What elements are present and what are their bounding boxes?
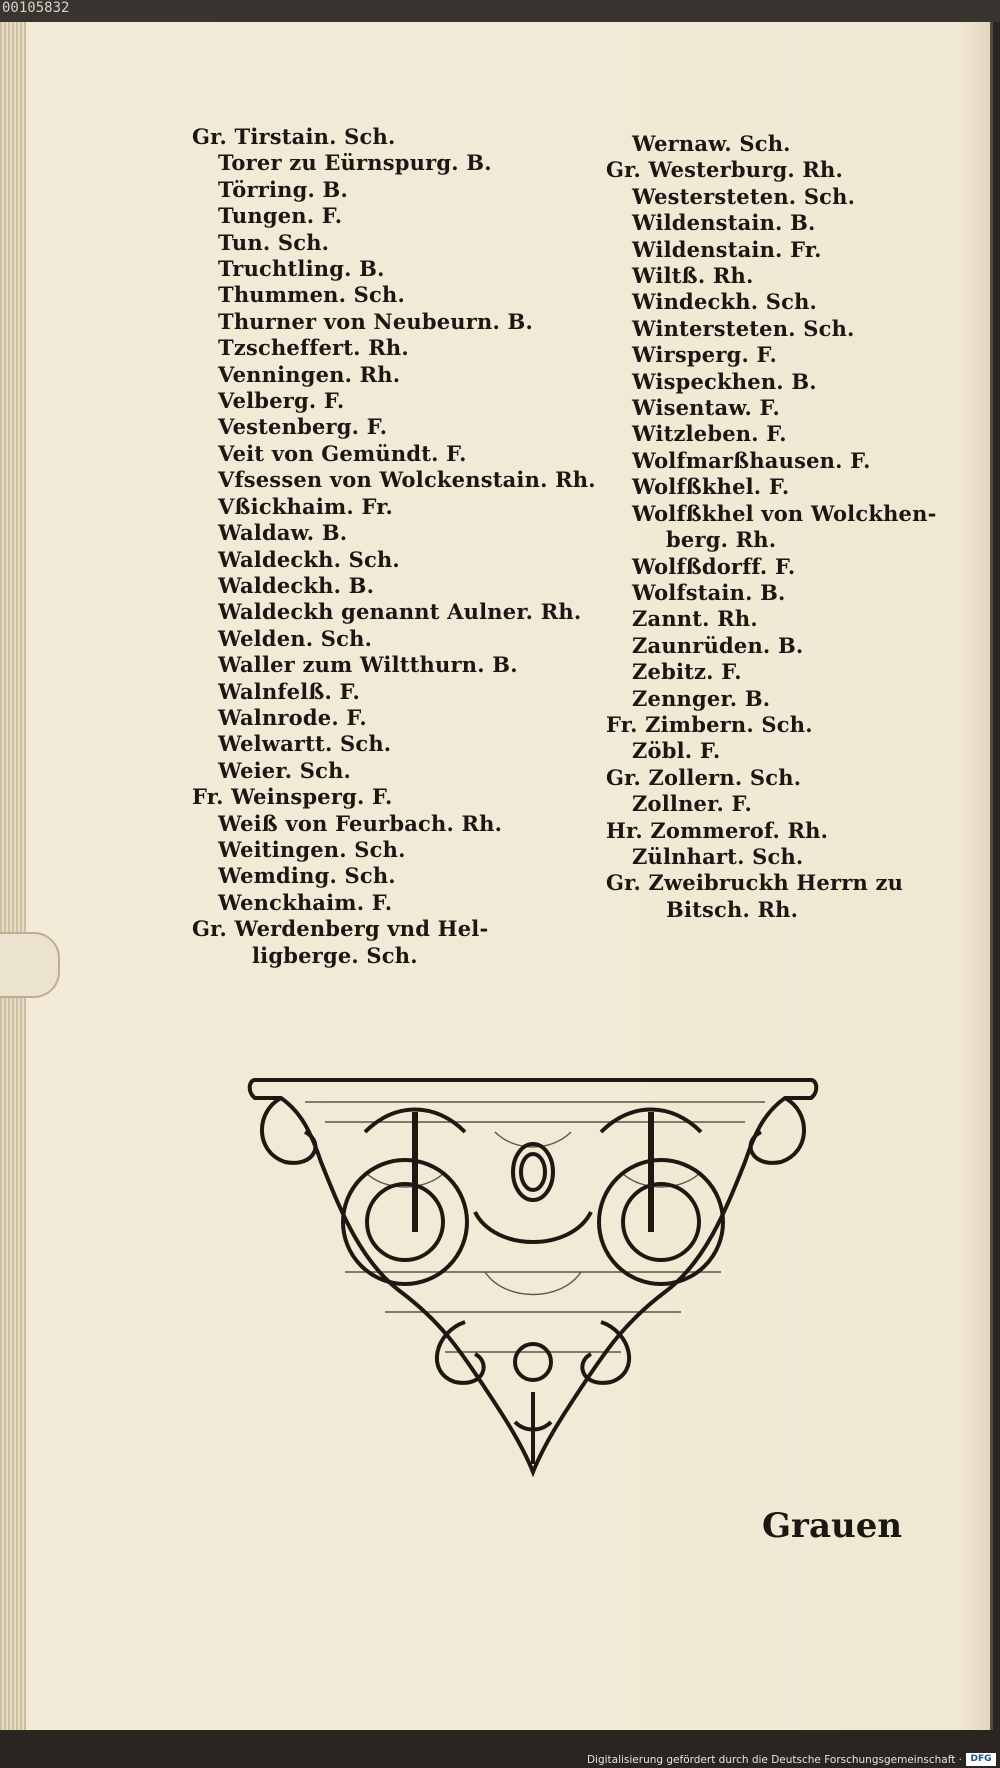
list-item: Windeckh. Sch. [632, 289, 818, 315]
list-item: Vßickhaim. Fr. [218, 493, 394, 519]
list-item: Thummen. Sch. [218, 282, 405, 308]
list-item: Veit von Gemündt. F. [218, 440, 467, 466]
list-item: Velberg. F. [218, 388, 345, 414]
list-item: Hr. Zommerof. Rh. [606, 817, 829, 843]
list-item: Weier. Sch. [218, 757, 352, 783]
list-item: Vfsessen von Wolckenstain. Rh. [218, 467, 596, 493]
list-item: Wintersteten. Sch. [632, 315, 855, 341]
list-item: Torer zu Eürnspurg. B. [218, 150, 492, 176]
list-item: Zaunrüden. B. [632, 632, 804, 658]
list-item: Wispeckhen. B. [632, 368, 817, 394]
list-item: Gr. Tirstain. Sch. [192, 124, 396, 149]
woodcut-ornament-icon [245, 1072, 821, 1482]
scan-id: 00105832 [2, 0, 70, 16]
list-item: Wolfstain. B. [632, 579, 786, 605]
list-item: Gr. Zollern. Sch. [606, 764, 802, 790]
list-item: Wernaw. Sch. [632, 131, 791, 156]
list-item: Zebitz. F. [632, 659, 742, 685]
list-item: Wolfßdorff. F. [632, 553, 796, 579]
list-item: Gr. Zweibruckh Herrn zu [606, 870, 904, 896]
list-item: Gr. Westerburg. Rh. [606, 157, 844, 183]
list-item: Wolfmarßhausen. F. [632, 447, 871, 473]
viewer-top-bar [0, 0, 1000, 22]
list-item: berg. Rh. [666, 527, 777, 553]
list-item: Gr. Werdenberg vnd Hel- [192, 916, 489, 942]
list-item: Zollner. F. [632, 791, 752, 817]
list-item: Tun. Sch. [218, 229, 330, 255]
footer-credit: Digitalisierung gefördert durch die Deutsche Forschungsgemeinschaft · [586, 1754, 962, 1766]
page-edge [0, 22, 26, 1730]
list-item: Törring. B. [218, 176, 348, 202]
list-item: Truchtling. B. [218, 256, 385, 282]
list-item: Westersteten. Sch. [632, 183, 856, 209]
list-item: ligberge. Sch. [252, 942, 418, 968]
list-item: Tungen. F. [218, 203, 343, 229]
column-right [606, 131, 937, 923]
catchword: Grauen [762, 1506, 903, 1546]
list-item: Wolfßkhel von Wolckhen- [632, 500, 937, 526]
list-item: Witzleben. F. [632, 421, 787, 447]
list-item: Walnfelß. F. [218, 678, 361, 704]
list-item: Waldaw. B. [218, 520, 348, 546]
list-item: Welden. Sch. [218, 625, 373, 651]
list-item: Waldeckh. B. [218, 572, 375, 598]
list-item: Weitingen. Sch. [218, 836, 406, 862]
list-item: Vestenberg. F. [218, 414, 388, 440]
list-item: Wildenstain. Fr. [632, 236, 822, 262]
list-item: Welwartt. Sch. [218, 731, 392, 757]
list-item: Thurner von Neubeurn. B. [218, 308, 533, 334]
footer-bar [0, 1752, 1000, 1768]
list-item: Weiß von Feurbach. Rh. [218, 810, 503, 836]
list-item: Wolfßkhel. F. [632, 474, 790, 500]
column-left [192, 124, 596, 969]
list-item: Zannt. Rh. [632, 606, 758, 632]
list-item: Walnrode. F. [218, 704, 367, 730]
list-item: Venningen. Rh. [218, 361, 401, 387]
dfg-logo: DFG [966, 1753, 996, 1766]
list-item: Wiltß. Rh. [632, 263, 754, 289]
list-item: Zennger. B. [632, 685, 771, 711]
list-item: Wisentaw. F. [632, 395, 781, 421]
list-item: Waldeckh. Sch. [218, 546, 400, 572]
list-item: Zöbl. F. [632, 738, 721, 764]
list-item: Waller zum Wiltthurn. B. [218, 652, 518, 678]
list-item: Fr. Weinsperg. F. [192, 784, 393, 810]
list-item: Bitsch. Rh. [666, 896, 799, 922]
list-item: Wemding. Sch. [218, 863, 396, 889]
list-item: Fr. Zimbern. Sch. [606, 711, 813, 737]
list-item: Zülnhart. Sch. [632, 843, 804, 869]
list-item: Wildenstain. B. [632, 210, 816, 236]
page-tab-marker [0, 932, 60, 998]
list-item: Wirsperg. F. [632, 342, 778, 368]
list-item: Wenckhaim. F. [218, 889, 393, 915]
list-item: Waldeckh genannt Aulner. Rh. [218, 599, 582, 625]
list-item: Tzscheffert. Rh. [218, 335, 409, 361]
